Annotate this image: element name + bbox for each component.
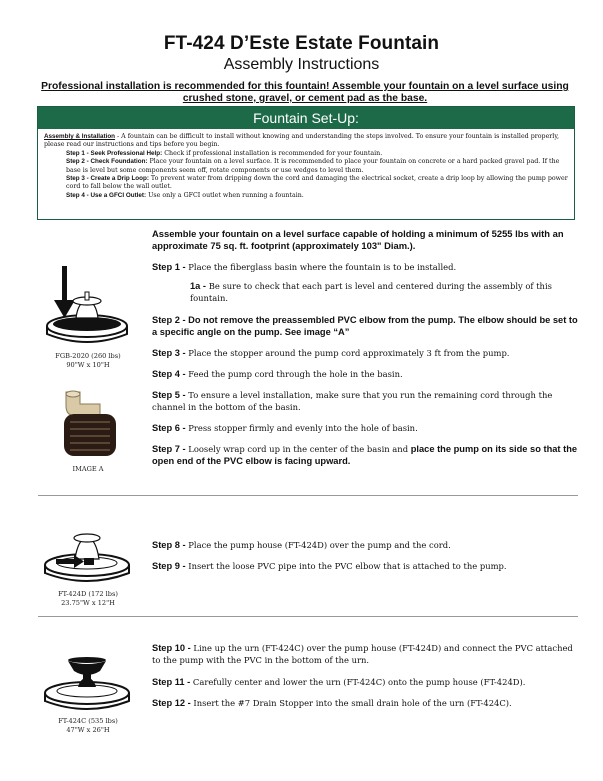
step-11 xyxy=(152,677,580,689)
urn-illustration xyxy=(40,655,135,715)
step-2 xyxy=(152,315,580,338)
step-text: Loosely wrap cord up in the center of the basin and xyxy=(185,444,411,454)
setup-step-label: Step 1 - Seek Professional Help: xyxy=(66,149,163,157)
step-text: Place the fiberglass basin where the fountain is to be installed. xyxy=(185,262,457,272)
step-9 xyxy=(152,561,580,573)
step-text: Feed the pump cord through the hole in the basin. xyxy=(185,369,403,379)
setup-heading: Fountain Set-Up: xyxy=(38,107,574,129)
step-5 xyxy=(152,390,580,413)
basin-caption xyxy=(38,352,138,369)
step-text: Place the pump house (FT-424D) over the pump and the cord. xyxy=(185,540,451,550)
down-arrow-icon xyxy=(54,266,75,318)
step-label: Step 12 - xyxy=(152,698,191,708)
pump-house-caption xyxy=(38,590,138,607)
setup-box xyxy=(37,106,575,220)
step-6 xyxy=(152,423,580,435)
step-label: Step 11 - xyxy=(152,677,191,687)
step-1 xyxy=(152,262,580,274)
setup-step-4 xyxy=(66,192,568,200)
step-text: Do not remove the preassembled PVC elbow from the pump. The elbow should be set to a specific angle on the pump. See image “A” xyxy=(152,315,578,337)
step-3 xyxy=(152,348,580,360)
step-text: Insert the loose PVC pipe into the PVC elbow that is attached to the pump. xyxy=(185,561,507,571)
caption-line: 47"W x 26"H xyxy=(66,725,110,734)
section-divider xyxy=(38,616,578,617)
step-label: Step 2 - xyxy=(152,315,186,325)
setup-step-label: Step 3 - Create a Drip Loop: xyxy=(66,175,149,183)
pump-illustration xyxy=(58,390,123,460)
setup-step-1 xyxy=(66,150,568,158)
step-label: 1a - xyxy=(190,281,207,291)
setup-lead-label: Assembly & Installation xyxy=(44,133,116,140)
setup-step-label: Step 2 - Check Foundation: xyxy=(66,158,148,166)
step-4 xyxy=(152,369,580,381)
caption-line: 23.75"W x 12"H xyxy=(61,598,115,607)
step-label: Step 4 - xyxy=(152,369,186,379)
step-12 xyxy=(152,698,580,710)
step-text: Insert the #7 Drain Stopper into the small drain hole of the urn (FT-424C). xyxy=(190,698,512,708)
capacity-notice: Assemble your fountain on a level surface capable of holding a minimum of 5255 lbs with an approximate 75 sq. ft. footprint (approximately 103" Diam.). xyxy=(152,228,564,251)
step-text: Line up the urn (FT-424C) over the pump house (FT-424D) and connect the PVC attached to the pump with the PVC in the bottom of the urn. xyxy=(152,643,573,665)
basin-illustration xyxy=(42,262,132,350)
section-divider xyxy=(38,495,578,496)
setup-step-text: Use only a GFCI outlet when running a fountain. xyxy=(146,191,304,199)
setup-lead-text: - A fountain can be difficult to install without knowing and understanding the steps involved. To ensure your fountain is installed properly, please read our instructions and tips before you begin. xyxy=(44,133,560,149)
step-text: Be sure to check that each part is level and centered during the assembly of this fountain. xyxy=(190,281,552,303)
step-label: Step 8 - xyxy=(152,540,186,550)
setup-body xyxy=(38,129,574,200)
step-8 xyxy=(152,540,580,552)
pump-house-illustration xyxy=(40,525,135,587)
caption-line: 90"W x 10"H xyxy=(66,360,110,369)
setup-step-text: To prevent water from dripping down the cord and damaging the electrical socket, create a drip loop by allowing the pump power cord to fall below the wall outlet. xyxy=(66,175,568,191)
pump-caption xyxy=(38,465,138,474)
urn-caption xyxy=(38,717,138,734)
step-label: Step 1 - xyxy=(152,262,186,272)
setup-step-text: Place your fountain on a level surface. It is recommended to place your fountain on concrete or a hard packed gravel pad. If the base is level but some components seem off, rotate components or use wedges to level them. xyxy=(66,158,560,174)
step-7 xyxy=(152,444,580,467)
setup-step-text: Check if professional installation is recommended for your fountain. xyxy=(162,149,383,157)
step-label: Step 5 - xyxy=(152,390,186,400)
step-text: Place the stopper around the pump cord approximately 3 ft from the pump. xyxy=(185,348,510,358)
document-subtitle: Assembly Instructions xyxy=(223,56,380,73)
step-10 xyxy=(152,643,580,666)
document-title: FT-424 D’Este Estate Fountain xyxy=(163,33,440,54)
intro-notice: Professional installation is recommended for this fountain! Assemble your fountain on a level surface using crushed stone, gravel, or cement pad as the base. xyxy=(41,81,569,104)
step-1a xyxy=(190,281,570,304)
step-label: Step 7 - xyxy=(152,444,186,454)
step-label: Step 9 - xyxy=(152,561,186,571)
step-label: Step 6 - xyxy=(152,423,186,433)
caption-line: FT-424D (172 lbs) xyxy=(58,590,118,598)
setup-lead xyxy=(44,133,568,150)
caption-line: FT-424C (535 lbs) xyxy=(58,717,118,725)
step-text: To ensure a level installation, make sure that you run the remaining cord through the channel in the bottom of the basin. xyxy=(152,390,553,412)
step-text-bold: place the pump on its side so that the open end of the PVC elbow is facing upward. xyxy=(152,444,578,466)
setup-step-2 xyxy=(66,158,568,175)
step-text: Press stopper firmly and evenly into the hole of basin. xyxy=(185,423,418,433)
setup-step-label: Step 4 - Use a GFCI Outlet: xyxy=(66,191,147,199)
setup-step-3 xyxy=(66,175,568,192)
caption-line: FGB-2020 (260 lbs) xyxy=(55,352,121,360)
step-label: Step 3 - xyxy=(152,348,186,358)
caption-line: IMAGE A xyxy=(72,465,104,473)
step-label: Step 10 - xyxy=(152,643,191,653)
step-text: Carefully center and lower the urn (FT-424C) onto the pump house (FT-424D). xyxy=(190,677,526,687)
